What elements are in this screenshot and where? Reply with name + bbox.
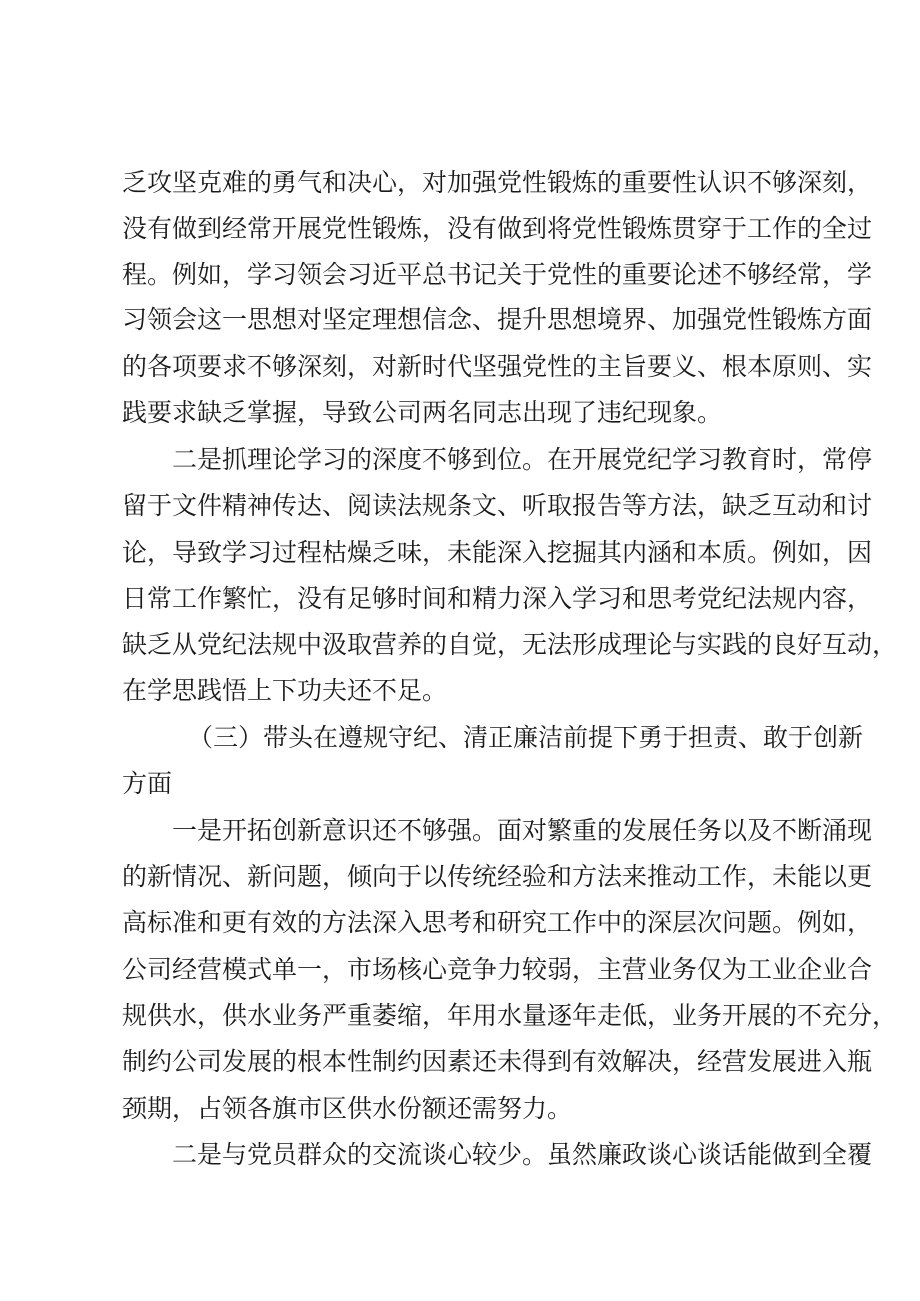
paragraph-4-line-1: 二是与党员群众的交流谈心较少。虽然廉政谈心谈话能做到全覆 [172, 1140, 873, 1169]
text-line-17: 高标准和更有效的方法深入思考和研究工作中的深层次问题。例如， [122, 908, 873, 937]
text-line-12: 在学思践悟上下功夫还不足。 [122, 676, 448, 705]
text-line-1: 乏攻坚克难的勇气和决心，对加强党性锻炼的重要性认识不够深刻， [122, 168, 873, 197]
section-heading-3-cont: 方面 [122, 769, 173, 798]
text-line-20: 制约公司发展的根本性制约因素还未得到有效解决，经营发展进入瓶 [122, 1047, 873, 1076]
text-line-19: 规供水，供水业务严重萎缩，年用水量逐年走低，业务开展的不充分， [122, 1001, 898, 1030]
section-heading-3: （三）带头在遵规守纪、清正廉洁前提下勇于担责、敢于创新 [188, 723, 864, 752]
text-line-2: 没有做到经常开展党性锻炼，没有做到将党性锻炼贯穿于工作的全过 [122, 214, 873, 243]
text-line-16: 的新情况、新问题，倾向于以传统经验和方法来推动工作，未能以更 [122, 862, 873, 891]
paragraph-3-line-1: 一是开拓创新意识还不够强。面对繁重的发展任务以及不断涌现 [172, 816, 873, 845]
text-line-4: 习领会这一思想对坚定理想信念、提升思想境界、加强党性锻炼方面 [122, 305, 873, 334]
text-line-8: 留于文件精神传达、阅读法规条文、听取报告等方法，缺乏互动和讨 [122, 491, 873, 520]
text-line-6: 践要求缺乏掌握，导致公司两名同志出现了违纪现象。 [122, 398, 723, 427]
text-line-3: 程。例如，学习领会习近平总书记关于党性的重要论述不够经常，学 [122, 260, 873, 289]
text-line-21: 颈期，占领各旗市区供水份额还需努力。 [122, 1094, 573, 1123]
paragraph-2-line-1: 二是抓理论学习的深度不够到位。在开展党纪学习教育时，常停 [172, 445, 873, 474]
text-line-5: 的各项要求不够深刻，对新时代坚强党性的主旨要义、根本原则、实 [122, 352, 873, 381]
text-line-10: 日常工作繁忙，没有足够时间和精力深入学习和思考党纪法规内容， [122, 584, 873, 613]
text-line-11: 缺乏从党纪法规中汲取营养的自觉，无法形成理论与实践的良好互动， [122, 630, 898, 659]
text-line-9: 论，导致学习过程枯燥乏味，未能深入挖掘其内涵和本质。例如，因 [122, 538, 873, 567]
text-line-18: 公司经营模式单一，市场核心竞争力较弱，主营业务仅为工业企业合 [122, 955, 873, 984]
